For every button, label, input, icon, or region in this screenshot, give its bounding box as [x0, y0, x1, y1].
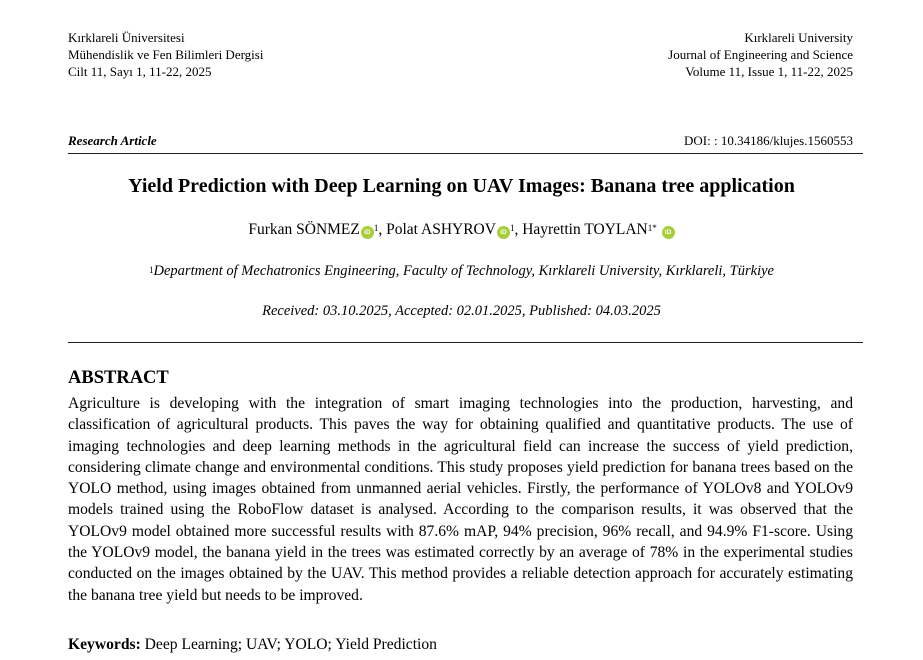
journal-header-right	[668, 29, 853, 80]
section-divider	[68, 342, 863, 343]
author-name: Polat ASHYROV	[386, 221, 496, 238]
publication-dates: Received: 03.10.2025, Accepted: 02.01.2025, Published: 04.03.2025	[262, 303, 661, 319]
author-affiliation-mark: 1	[373, 223, 379, 233]
orcid-icon[interactable]: iD	[497, 226, 510, 239]
author-name: Furkan SÖNMEZ	[248, 221, 360, 238]
journal-name-tr: Mühendislik ve Fen Bilimleri Dergisi	[68, 47, 264, 62]
author-affiliation-mark: 1	[509, 223, 515, 233]
orcid-icon[interactable]: iD	[662, 226, 675, 239]
author-affiliation-mark: 1*	[647, 223, 657, 233]
abstract-body: Agriculture is developing with the integration of smart imaging technologies into the production, harvesting, and classification of agricultural products. This paves the way for obtaining qualified and quantitative products. The use of imaging technologies and deep learning methods in the agricultural field can increase the success of yield prediction, considering climate change and environmental conditions. This study proposes yield prediction for banana trees based on the YOLO method, using images obtained from unmanned aerial vehicles. Firstly, the performance of YOLOv8 and YOLOv9 models trained using the RoboFlow dataset is analysed. According to the comparison results, it was observed that the YOLOv9 model obtained more successful results with 87.6% mAP, 94% precision, 96% recall, and 94.9% F1-score. Using the YOLOv9 model, the banana yield in the trees was estimated correctly by an average of 78% in the experimental studies conducted on the images obtained by the UAV. This method provides a reliable detection approach for accurately estimating the banana tree yield but needs to be improved.	[68, 395, 853, 604]
keywords	[68, 634, 437, 655]
university-name-tr: Kırklareli Üniversitesi	[68, 30, 185, 45]
keywords-label: Keywords:	[68, 636, 141, 653]
affiliation	[0, 262, 923, 281]
volume-info-en: Volume 11, Issue 1, 11-22, 2025	[685, 64, 853, 79]
affiliation-text: Department of Mechatronics Engineering, Faculty of Technology, Kırklareli University, Kırklareli, Türkiye	[153, 263, 774, 279]
author-separator: ,	[514, 221, 523, 238]
author-list	[0, 220, 923, 240]
top-divider	[68, 153, 863, 154]
doi-link[interactable]: DOI: : 10.34186/klujes.1560553	[684, 133, 853, 148]
article-type: Research Article	[68, 133, 157, 148]
journal-name-en: Journal of Engineering and Science	[668, 47, 853, 62]
paper-title: Yield Prediction with Deep Learning on UAV Images: Banana tree application	[128, 175, 795, 197]
volume-info-tr: Cilt 11, Sayı 1, 11-22, 2025	[68, 64, 212, 79]
article-meta-row	[68, 132, 853, 149]
affiliation-mark: 1	[149, 265, 154, 275]
journal-header-left	[68, 29, 263, 80]
university-name-en: Kırklareli University	[744, 30, 853, 45]
author-name: Hayrettin TOYLAN	[522, 221, 648, 238]
keywords-text: Deep Learning; UAV; YOLO; Yield Prediction	[140, 636, 437, 653]
abstract-heading: ABSTRACT	[68, 368, 169, 388]
author-separator: ,	[378, 221, 387, 238]
orcid-icon[interactable]: iD	[361, 226, 374, 239]
